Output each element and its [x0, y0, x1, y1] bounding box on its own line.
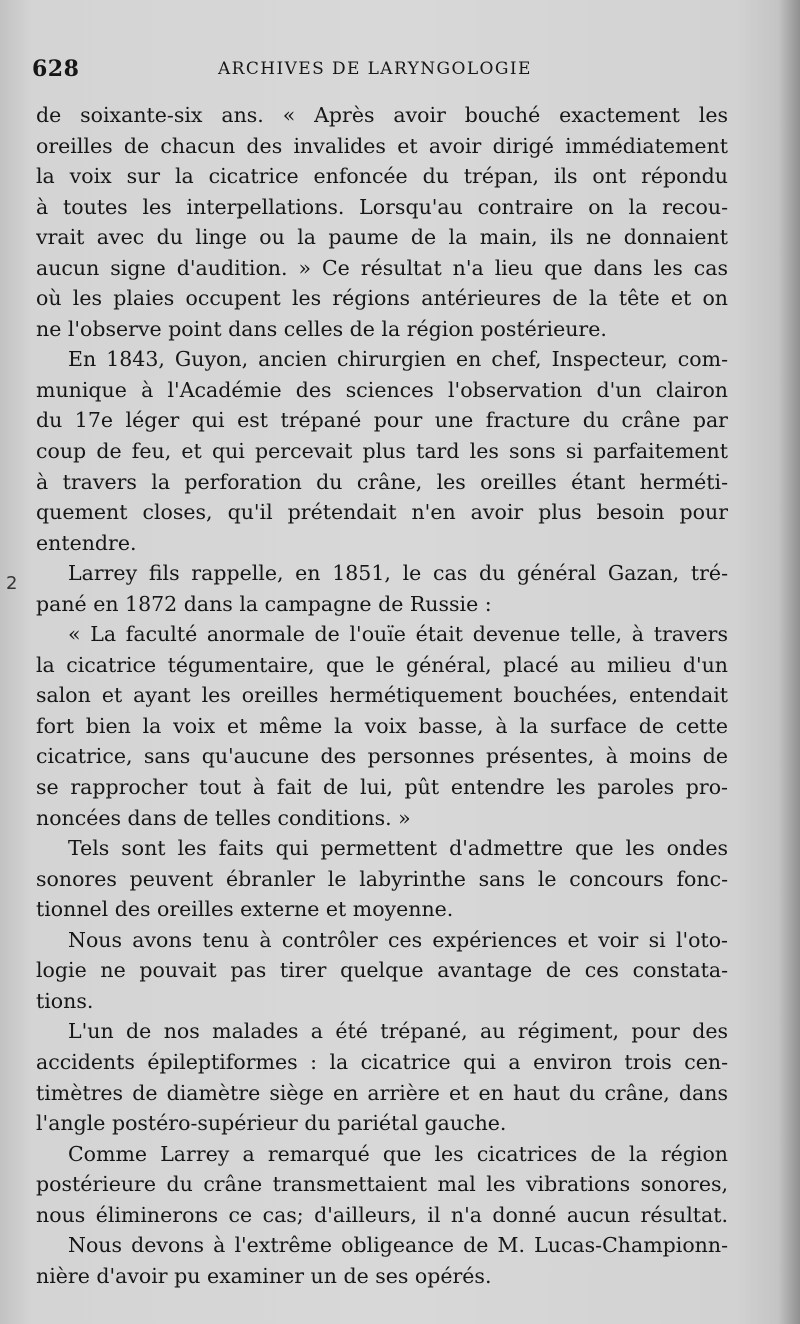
- text-line: Tels sont les faits qui permettent d'admettre que les ondes: [68, 836, 728, 861]
- text-line: accidents épileptiformes : la cicatrice qui a environ trois cen-: [36, 1049, 728, 1074]
- text-line: Larrey fils rappelle, en 1851, le cas du général Gazan, tré-: [68, 561, 728, 586]
- text-line: l'angle postéro-supérieur du pariétal gauche.: [36, 1111, 507, 1136]
- text-line: tions.: [36, 988, 94, 1013]
- margin-annotation: 2: [6, 573, 18, 594]
- text-line: de soixante-six ans. « Après avoir bouché exactement les: [36, 103, 728, 127]
- text-line: à toutes les interpellations. Lorsqu'au contraire on la recou-: [36, 194, 728, 219]
- text-line: quement closes, qu'il prétendait n'en avoir plus besoin pour: [36, 500, 728, 525]
- text-line: coup de feu, et qui percevait plus tard les sons si parfaitement: [36, 439, 728, 464]
- text-line: munique à l'Académie des sciences l'observation d'un clairon: [36, 377, 728, 402]
- text-line: ne l'observe point dans celles de la région postérieure.: [36, 316, 607, 341]
- text-line: vrait avec du linge ou la paume de la main, ils ne donnaient: [36, 225, 728, 250]
- text-line: cicatrice, sans qu'aucune des personnes présentes, à moins de: [36, 744, 728, 769]
- text-line: à travers la perforation du crâne, les oreilles étant herméti-: [36, 469, 728, 494]
- text-line: « La faculté anormale de l'ouïe était devenue telle, à travers: [68, 622, 728, 647]
- text-line: logie ne pouvait pas tirer quelque avantage de ces constata-: [36, 958, 728, 983]
- text-line: L'un de nos malades a été trépané, au régiment, pour des: [68, 1019, 728, 1044]
- text-line: Nous avons tenu à contrôler ces expériences et voir si l'oto-: [68, 927, 728, 952]
- text-line: oreilles de chacun des invalides et avoir dirigé immédiatement: [36, 133, 728, 158]
- running-head: ARCHIVES DE LARYNGOLOGIE: [218, 59, 532, 79]
- text-line: En 1843, Guyon, ancien chirurgien en chef, Inspecteur, com-: [68, 347, 728, 372]
- text-line: la voix sur la cicatrice enfoncée du trépan, ils ont répondu: [36, 164, 728, 189]
- text-line: se rapprocher tout à fait de lui, pût entendre les paroles pro-: [36, 775, 728, 800]
- text-line: noncées dans de telles conditions. »: [36, 805, 411, 830]
- text-line: où les plaies occupent les régions antérieures de la tête et on: [36, 286, 728, 311]
- text-line: fort bien la voix et même la voix basse, à la surface de cette: [36, 713, 728, 738]
- text-line: du 17e léger qui est trépané pour une fracture du crâne par: [36, 408, 728, 433]
- text-line: sonores peuvent ébranler le labyrinthe sans le concours fonc-: [36, 866, 728, 891]
- text-line: pané en 1872 dans la campagne de Russie :: [36, 591, 492, 616]
- page-header: [32, 56, 732, 86]
- text-line: salon et ayant les oreilles hermétiquement bouchées, entendait: [36, 683, 728, 708]
- page-edge-shadow: [778, 0, 800, 1324]
- text-line: Comme Larrey a remarqué que les cicatrices de la région: [68, 1141, 728, 1166]
- text-line: nous éliminerons ce cas; d'ailleurs, il n'a donné aucun résultat.: [36, 1202, 728, 1227]
- text-line: la cicatrice tégumentaire, que le général, placé au milieu d'un: [36, 652, 728, 677]
- text-line: timètres de diamètre siège en arrière et en haut du crâne, dans: [36, 1080, 728, 1105]
- text-line: nière d'avoir pu examiner un de ses opérés.: [36, 1263, 492, 1288]
- text-line: aucun signe d'audition. » Ce résultat n'a lieu que dans les cas: [36, 255, 728, 280]
- text-line: tionnel des oreilles externe et moyenne.: [36, 897, 454, 922]
- body-text: [36, 100, 728, 1291]
- text-line: postérieure du crâne transmettaient mal les vibrations sonores,: [36, 1172, 728, 1197]
- page-number: 628: [32, 56, 80, 82]
- text-line: Nous devons à l'extrême obligeance de M. Lucas-Championn-: [68, 1233, 728, 1258]
- text-line: entendre.: [36, 530, 137, 555]
